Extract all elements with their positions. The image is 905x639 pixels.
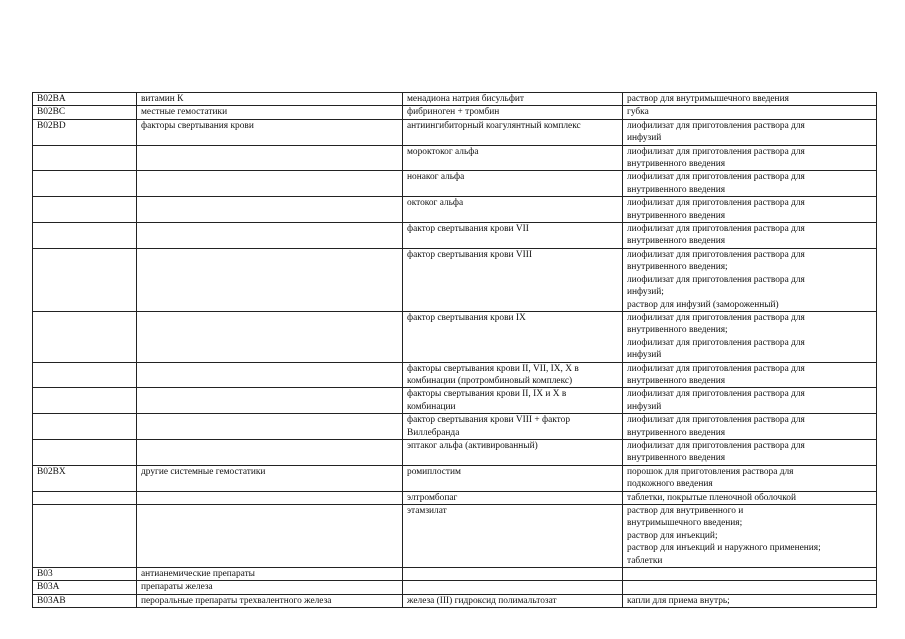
table-row bbox=[33, 223, 877, 249]
drug-cell-line: нонаког альфа bbox=[407, 172, 465, 183]
table-row bbox=[33, 594, 877, 607]
table-row bbox=[33, 197, 877, 223]
form-cell-line: внутривенного введения bbox=[627, 427, 726, 438]
group-cell bbox=[137, 388, 403, 414]
drug-cell bbox=[403, 171, 623, 197]
form-cell-line: внутривенного введения bbox=[627, 184, 726, 195]
form-cell-line: таблетки, покрытые пленочной оболочкой bbox=[627, 492, 796, 503]
drug-cell bbox=[403, 197, 623, 223]
form-cell-line: лиофилизат для приготовления раствора для bbox=[627, 389, 805, 400]
atc-code-cell bbox=[33, 414, 137, 440]
table-row bbox=[33, 505, 877, 568]
atc-code-cell: B02BX bbox=[33, 465, 137, 491]
atc-code-cell: B03 bbox=[33, 568, 137, 581]
form-cell-line: инфузий bbox=[627, 133, 662, 144]
table-row bbox=[33, 93, 877, 106]
drug-cell-line: октоког альфа bbox=[407, 198, 464, 209]
drug-cell bbox=[403, 106, 623, 119]
form-cell-line: подкожного введения bbox=[627, 479, 713, 490]
form-cell-line: лиофилизат для приготовления раствора для bbox=[627, 146, 805, 157]
drug-cell-line: фактор свертывания крови VIII bbox=[407, 249, 533, 260]
group-cell bbox=[137, 311, 403, 362]
group-cell bbox=[137, 197, 403, 223]
form-cell-line: раствор для инфузий (замороженный) bbox=[627, 299, 779, 310]
group-cell: антианемические препараты bbox=[137, 568, 403, 581]
form-cell-line: инфузий; bbox=[627, 287, 664, 298]
form-cell-line: раствор для внутривенного и bbox=[627, 506, 744, 516]
drug-cell-line: комбинации (протромбиновый комплекс) bbox=[407, 375, 573, 386]
table-row bbox=[33, 248, 877, 311]
form-cell bbox=[623, 223, 877, 249]
form-cell bbox=[623, 171, 877, 197]
atc-code-cell bbox=[33, 491, 137, 504]
form-cell bbox=[623, 594, 877, 607]
drug-table bbox=[32, 92, 877, 608]
form-cell bbox=[623, 311, 877, 362]
form-cell-line: лиофилизат для приготовления раствора для bbox=[627, 363, 805, 374]
form-cell bbox=[623, 93, 877, 106]
form-cell-line: лиофилизат для приготовления раствора для bbox=[627, 337, 805, 348]
form-cell bbox=[623, 568, 877, 581]
form-cell-line: раствор для инъекций и наружного применения; bbox=[627, 543, 821, 554]
drug-cell-line: комбинации bbox=[407, 401, 456, 412]
form-cell bbox=[623, 388, 877, 414]
form-cell-line: лиофилизат для приготовления раствора для bbox=[627, 172, 805, 183]
drug-cell bbox=[403, 594, 623, 607]
group-cell: витамин К bbox=[137, 93, 403, 106]
table-row bbox=[33, 145, 877, 171]
group-cell bbox=[137, 362, 403, 388]
atc-code-cell bbox=[33, 362, 137, 388]
form-cell bbox=[623, 362, 877, 388]
drug-cell-line: ромиплостим bbox=[407, 466, 461, 477]
atc-code-cell bbox=[33, 197, 137, 223]
atc-code-cell: B02BD bbox=[33, 119, 137, 145]
drug-table-body bbox=[33, 93, 877, 608]
drug-cell-line: железа (III) гидроксид полимальтозат bbox=[407, 595, 557, 606]
form-cell-line: порошок для приготовления раствора для bbox=[627, 466, 794, 477]
form-cell-line: лиофилизат для приготовления раствора для bbox=[627, 415, 805, 426]
drug-cell-line: менадиона натрия бисульфит bbox=[407, 94, 525, 104]
form-cell bbox=[623, 581, 877, 594]
group-cell bbox=[137, 491, 403, 504]
atc-code-cell bbox=[33, 388, 137, 414]
form-cell bbox=[623, 465, 877, 491]
atc-code-cell bbox=[33, 439, 137, 465]
group-cell: пероральные препараты трехвалентного железа bbox=[137, 594, 403, 607]
form-cell-line: внутривенного введения bbox=[627, 375, 726, 386]
form-cell bbox=[623, 414, 877, 440]
atc-code-cell bbox=[33, 145, 137, 171]
form-cell-line: раствор для инъекций; bbox=[627, 530, 718, 541]
table-row bbox=[33, 106, 877, 119]
form-cell bbox=[623, 197, 877, 223]
form-cell-line: лиофилизат для приготовления раствора для bbox=[627, 440, 805, 451]
atc-code-cell bbox=[33, 505, 137, 568]
group-cell bbox=[137, 248, 403, 311]
table-row bbox=[33, 414, 877, 440]
group-cell bbox=[137, 439, 403, 465]
drug-cell-line: фактор свертывания крови IX bbox=[407, 312, 526, 323]
form-cell bbox=[623, 106, 877, 119]
table-row bbox=[33, 581, 877, 594]
atc-code-cell: B03AB bbox=[33, 594, 137, 607]
drug-cell-line: факторы свертывания крови II, IX и X в bbox=[407, 389, 567, 400]
table-row bbox=[33, 568, 877, 581]
drug-cell bbox=[403, 145, 623, 171]
form-cell-line: внутривенного введения bbox=[627, 159, 726, 170]
group-cell bbox=[137, 223, 403, 249]
group-cell bbox=[137, 505, 403, 568]
group-cell: другие системные гемостатики bbox=[137, 465, 403, 491]
form-cell-line: лиофилизат для приготовления раствора для bbox=[627, 224, 805, 235]
table-row bbox=[33, 362, 877, 388]
drug-cell-line: факторы свертывания крови II, VII, IX, X в bbox=[407, 363, 579, 374]
form-cell-line: лиофилизат для приготовления раствора для bbox=[627, 120, 805, 131]
atc-code-cell bbox=[33, 171, 137, 197]
form-cell-line: внутривенного введения bbox=[627, 236, 726, 247]
form-cell-line: инфузий bbox=[627, 350, 662, 361]
table-row bbox=[33, 311, 877, 362]
drug-cell-line: элтромбопаг bbox=[407, 492, 458, 503]
drug-cell-line: антиингибиторный коагулянтный комплекс bbox=[407, 120, 581, 131]
group-cell: факторы свертывания крови bbox=[137, 119, 403, 145]
table-row bbox=[33, 439, 877, 465]
drug-cell bbox=[403, 568, 623, 581]
group-cell bbox=[137, 145, 403, 171]
atc-code-cell bbox=[33, 311, 137, 362]
form-cell-line: внутривенного введения bbox=[627, 453, 726, 464]
form-cell-line: лиофилизат для приготовления раствора для bbox=[627, 312, 805, 323]
form-cell-line: лиофилизат для приготовления раствора для bbox=[627, 274, 805, 285]
form-cell-line: лиофилизат для приготовления раствора для bbox=[627, 249, 805, 260]
form-cell-line: внутримышечного введения; bbox=[627, 518, 743, 529]
drug-cell-line: Виллебранда bbox=[407, 427, 460, 438]
form-cell bbox=[623, 491, 877, 504]
table-row bbox=[33, 388, 877, 414]
form-cell bbox=[623, 145, 877, 171]
drug-cell bbox=[403, 93, 623, 106]
drug-cell-line: фибриноген + тромбин bbox=[407, 107, 500, 118]
drug-cell bbox=[403, 439, 623, 465]
table-row bbox=[33, 119, 877, 145]
atc-code-cell: B02BA bbox=[33, 93, 137, 106]
drug-cell bbox=[403, 491, 623, 504]
drug-cell-line: эптаког альфа (активированный) bbox=[407, 440, 538, 451]
drug-cell bbox=[403, 505, 623, 568]
drug-cell bbox=[403, 414, 623, 440]
table-row bbox=[33, 465, 877, 491]
drug-cell bbox=[403, 362, 623, 388]
form-cell-line: губка bbox=[627, 107, 649, 118]
group-cell: препараты железа bbox=[137, 581, 403, 594]
form-cell-line: внутривенного введения; bbox=[627, 262, 728, 273]
drug-cell bbox=[403, 223, 623, 249]
form-cell bbox=[623, 119, 877, 145]
form-cell bbox=[623, 505, 877, 568]
form-cell-line: таблетки bbox=[627, 555, 663, 566]
form-cell-line: лиофилизат для приготовления раствора для bbox=[627, 198, 805, 209]
group-cell: местные гемостатики bbox=[137, 106, 403, 119]
atc-code-cell bbox=[33, 223, 137, 249]
table-row bbox=[33, 171, 877, 197]
drug-cell bbox=[403, 119, 623, 145]
form-cell-line: раствор для внутримышечного введения bbox=[627, 94, 789, 104]
drug-cell bbox=[403, 581, 623, 594]
drug-cell-line: мороктоког альфа bbox=[407, 146, 479, 157]
form-cell-line: внутривенного введения bbox=[627, 210, 726, 221]
group-cell bbox=[137, 414, 403, 440]
atc-code-cell: B03A bbox=[33, 581, 137, 594]
atc-code-cell bbox=[33, 248, 137, 311]
atc-code-cell: B02BC bbox=[33, 106, 137, 119]
drug-cell-line: фактор свертывания крови VII bbox=[407, 224, 529, 235]
drug-cell bbox=[403, 465, 623, 491]
drug-cell-line: фактор свертывания крови VIII + фактор bbox=[407, 415, 571, 426]
form-cell bbox=[623, 439, 877, 465]
drug-cell bbox=[403, 388, 623, 414]
drug-cell-line: этамзилат bbox=[407, 506, 447, 516]
form-cell-line: капли для приема внутрь; bbox=[627, 595, 730, 606]
table-row bbox=[33, 491, 877, 504]
drug-cell bbox=[403, 248, 623, 311]
drug-cell bbox=[403, 311, 623, 362]
form-cell-line: внутривенного введения; bbox=[627, 325, 728, 336]
group-cell bbox=[137, 171, 403, 197]
form-cell bbox=[623, 248, 877, 311]
form-cell-line: инфузий bbox=[627, 401, 662, 412]
